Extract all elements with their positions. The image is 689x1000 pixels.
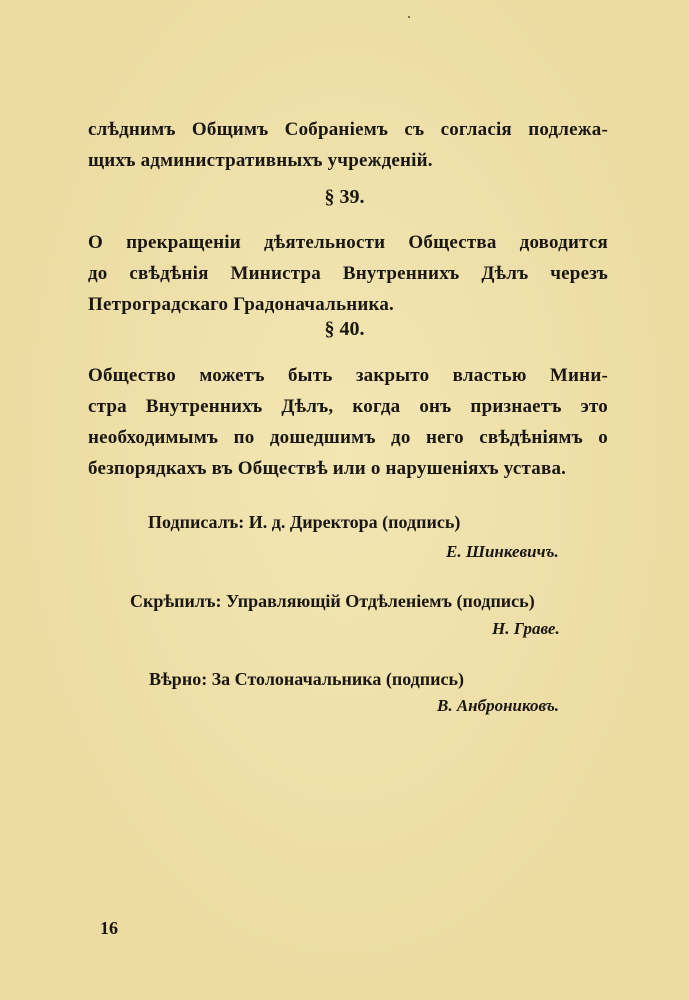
paper-speck — [408, 16, 410, 18]
text-line: Петроградскаго Градоначальника. — [88, 294, 394, 315]
signature-title-manager: Скрѣпилъ: Управляющій Отдѣленіемъ (подпись) — [130, 591, 535, 611]
text-line: О прекращеніи дѣятельности Общества доводится — [88, 232, 608, 253]
text-line: стра Внутреннихъ Дѣлъ, когда онъ признаетъ это — [88, 396, 608, 417]
text-line: Общество можетъ быть закрыто властью Мини- — [88, 365, 608, 386]
text-line: до свѣдѣнія Министра Внутреннихъ Дѣлъ черезъ — [88, 263, 608, 284]
section-40-paragraph — [88, 360, 608, 484]
signature-title-clerk: Вѣрно: За Столоначальника (подпись) — [149, 669, 465, 689]
signature-title-director: Подписалъ: И. д. Директора (подпись) — [148, 512, 461, 532]
signature-name-clerk: В. Анброниковъ. — [437, 696, 560, 715]
text-line: щихъ административныхъ учрежденій. — [88, 150, 433, 171]
page-number: 16 — [100, 918, 118, 938]
signature-name-director: Е. Шинкевичъ. — [446, 542, 559, 561]
section-39-paragraph — [88, 227, 608, 320]
section-40-heading: § 40. — [324, 318, 365, 340]
signature-name-manager: Н. Граве. — [492, 619, 560, 638]
intro-paragraph — [88, 114, 608, 176]
section-39-heading: § 39. — [324, 186, 365, 208]
text-line: необходимымъ по дошедшимъ до него свѣдѣніямъ о — [88, 427, 608, 448]
text-line: слѣднимъ Общимъ Собраніемъ съ согласія подлежа- — [88, 119, 608, 140]
text-line: безпорядкахъ въ Обществѣ или о нарушеніяхъ устава. — [88, 458, 567, 479]
